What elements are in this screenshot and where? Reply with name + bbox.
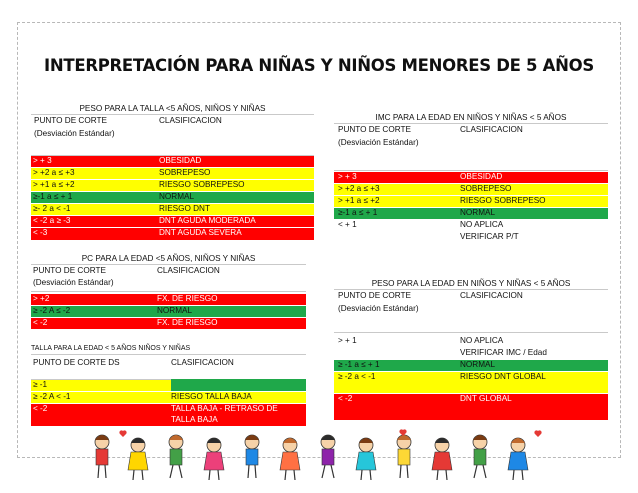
header-cut: PUNTO DE CORTE (Desviación Estándar) [338,291,419,313]
child-figure [473,435,487,478]
table-row: < -2 TALLA BAJA - RETRASO DE TALLA BAJA [31,404,306,426]
header-class: CLASIFICACION [157,266,220,275]
table-imc-edad [334,113,608,245]
table-header [31,115,314,156]
table-row: ≥- 2 a < -1 RIESGO DNT [31,204,314,215]
child-figure [321,435,335,478]
header-class: CLASIFICACION [460,125,523,134]
table-row: > + 1 NO APLICA VERIFICAR IMC / Edad [334,336,608,360]
child-figure [245,435,259,478]
header-cut: PUNTO DE CORTE (Desviación Estándar) [338,125,419,147]
child-figure [128,438,148,480]
table-row: ≥ -2 a < -1 RIESGO DNT GLOBAL [334,372,608,393]
page-title: INTERPRETACIÓN PARA NIÑAS Y NIÑOS MENORES DE 5 AÑOS [44,56,594,75]
table-title: IMC PARA LA EDAD EN NIÑOS Y NIÑAS < 5 AÑOS [334,113,608,124]
table-header [334,290,608,333]
table-peso-edad [334,279,608,422]
table-row: < + 1 NO APLICA VERIFICAR P/T [334,220,608,244]
table-row: < -2 FX. DE RIESGO [31,318,306,329]
table-row: > +2 a ≤ +3 SOBREPESO [334,184,608,195]
child-figure [432,438,452,480]
table-row: < -2 DNT GLOBAL [334,394,608,420]
table-row: ≥ -2 A < -1 RIESGO TALLA BAJA [31,392,306,403]
child-figure [508,438,528,480]
header-cut: PUNTO DE CORTE (Desviación Estándar) [34,116,115,138]
table-title: PC PARA LA EDAD <5 AÑOS, NIÑOS Y NIÑAS [31,254,306,265]
table-row: > + 3 OBESIDAD [334,172,608,183]
child-figure [397,435,411,478]
header-cut: PUNTO DE CORTE DS [33,358,120,367]
table-row: > +1 a ≤ +2 RIESGO SOBREPESO [334,196,608,207]
table-header [31,265,306,292]
table-row: < -3 DNT AGUDA SEVERA [31,228,314,240]
table-talla-edad [31,344,306,428]
child-figure [356,438,376,480]
table-row: > +1 a ≤ +2 RIESGO SOBREPESO [31,180,314,191]
table-row: ≥-1 a ≤ + 1 NORMAL [31,192,314,203]
header-class: CLASIFICACION [460,291,523,300]
table-row: > + 3 OBESIDAD [31,156,314,167]
header-class: CLASIFICACION [171,358,234,367]
table-row: < -2 a ≥ -3 DNT AGUDA MODERADA [31,216,314,227]
heart-icon [534,430,541,437]
header-class: CLASIFICACION [159,116,222,125]
table-row: ≥ -1 [31,380,306,391]
heart-icon [119,430,126,437]
table-header [31,355,306,380]
table-title: PESO PARA LA TALLA <5 AÑOS, NIÑOS Y NIÑAS [31,104,314,115]
child-figure [95,435,109,478]
child-figure [204,438,224,480]
table-row: ≥-1 a ≤ + 1 NORMAL [334,208,608,219]
children-illustration [90,428,550,486]
table-title: PESO PARA LA EDAD EN NIÑOS Y NIÑAS < 5 AÑOS [334,279,608,290]
table-row: > +2 a ≤ +3 SOBREPESO [31,168,314,179]
table-peso-talla [31,104,314,244]
child-figure [169,435,183,478]
table-pc-edad [31,254,306,333]
child-figure [280,438,300,480]
header-cut: PUNTO DE CORTE (Desviación Estándar) [33,266,114,287]
table-row: ≥ -1 a ≤ + 1 NORMAL [334,360,608,371]
table-header [334,124,608,171]
table-title: TALLA PARA LA EDAD < 5 AÑOS NIÑOS Y NIÑAS [31,344,306,355]
table-row [171,379,306,391]
table-row: > +2 FX. DE RIESGO [31,294,306,305]
table-row: ≥ -2 A ≤ -2 NORMAL [31,306,306,317]
